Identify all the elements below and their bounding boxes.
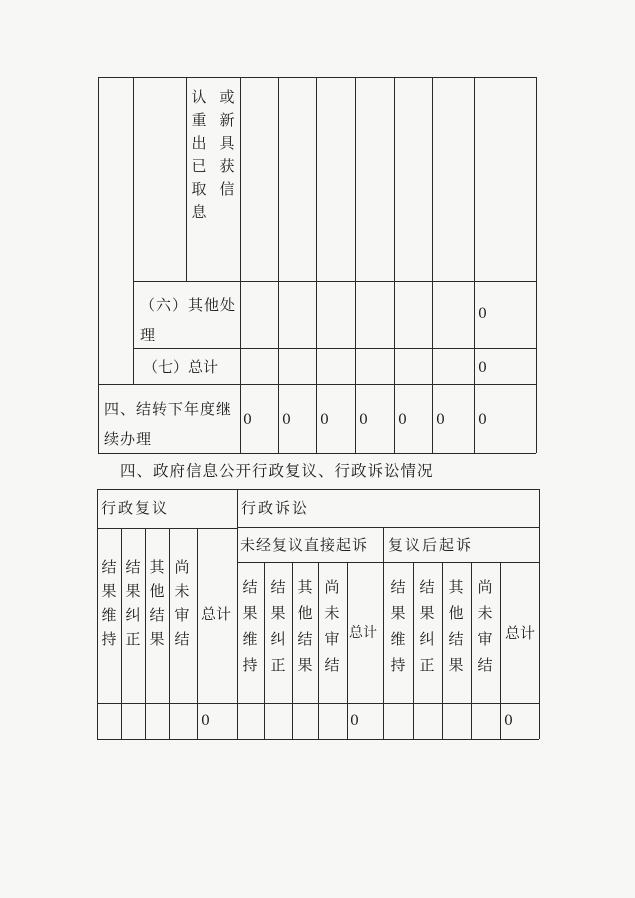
header-admin-review: 行政复议 xyxy=(101,499,170,517)
cell-vertical-text-a: 认重出已取息 xyxy=(191,88,207,221)
header-direct-suit: 未经复议直接起诉 xyxy=(240,536,369,554)
row-other-label: （六）其他处理 xyxy=(140,296,237,344)
direct-result-correct: 结果纠正 xyxy=(270,578,286,674)
row-carry-label: 四、结转下年度继续办理 xyxy=(104,400,233,448)
carry-value: 0 xyxy=(478,412,487,428)
carry-value: 0 xyxy=(436,412,445,428)
after-result-pending: 尚未审结 xyxy=(477,578,493,674)
carry-value: 0 xyxy=(320,412,329,428)
header-after-review-suit: 复议后起诉 xyxy=(388,536,474,554)
after-total-value: 0 xyxy=(504,713,513,729)
carry-value: 0 xyxy=(282,412,291,428)
header-admin-litigation: 行政诉讼 xyxy=(241,499,310,517)
after-result-correct: 结果纠正 xyxy=(419,578,435,674)
review-result-pending: 尚未审结 xyxy=(174,558,190,648)
direct-result-pending: 尚未审结 xyxy=(324,578,340,674)
review-result-other: 其他结果 xyxy=(149,558,165,648)
after-total: 总计 xyxy=(505,624,536,642)
row-total-label: （七）总计 xyxy=(143,358,219,376)
direct-total-value: 0 xyxy=(350,713,359,729)
direct-total: 总计 xyxy=(349,625,377,641)
after-result-other: 其他结果 xyxy=(448,578,464,674)
carry-value: 0 xyxy=(243,412,252,428)
row-total-value: 0 xyxy=(478,360,487,376)
carry-value: 0 xyxy=(398,412,407,428)
direct-result-keep: 结果维持 xyxy=(242,578,258,674)
review-result-keep: 结果维持 xyxy=(101,558,117,648)
cell-vertical-text-b: 或新具获信 xyxy=(219,88,235,198)
direct-result-other: 其他结果 xyxy=(297,578,313,674)
after-result-keep: 结果维持 xyxy=(390,578,406,674)
review-total: 总计 xyxy=(201,605,232,623)
carry-value: 0 xyxy=(359,412,368,428)
row-other-total: 0 xyxy=(478,306,487,322)
review-total-value: 0 xyxy=(201,713,210,729)
review-result-correct: 结果纠正 xyxy=(125,558,141,648)
section-heading: 四、政府信息公开行政复议、行政诉讼情况 xyxy=(120,462,434,480)
